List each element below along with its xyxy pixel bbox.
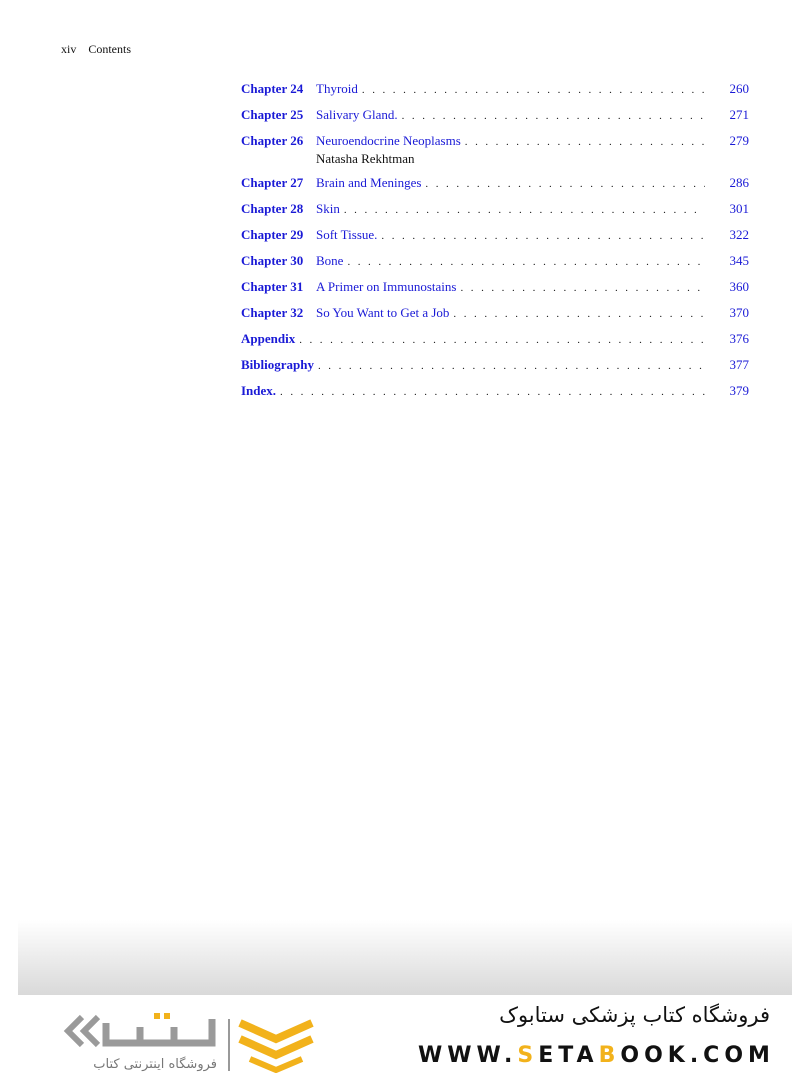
toc-entry-chapter-28[interactable]: [241, 200, 749, 219]
toc-entry-chapter-25[interactable]: [241, 106, 749, 125]
table-of-contents: [241, 80, 749, 401]
leader-dots: [465, 133, 705, 151]
leader-dots: [425, 175, 705, 193]
store-url[interactable]: [418, 1043, 775, 1068]
store-name: فروشگاه کتاب پزشکی ستابوک: [499, 1003, 770, 1027]
chapter-label: Chapter 30: [241, 253, 304, 268]
url-part: ETA: [538, 1043, 599, 1068]
leader-dots: [344, 201, 705, 219]
chapter-page: 360: [729, 279, 749, 294]
chapter-title: Thyroid: [316, 81, 358, 96]
chapter-label: Chapter 31: [241, 279, 304, 294]
chapter-title: Soft Tissue.: [316, 227, 378, 242]
leader-dots: [402, 107, 705, 125]
chapter-page: 286: [729, 175, 749, 190]
chapter-label: Chapter 29: [241, 227, 304, 242]
leader-dots: [453, 305, 705, 323]
leader-dots: [280, 383, 705, 401]
logo-divider: [228, 1019, 230, 1071]
chapter-page: 279: [729, 133, 749, 148]
toc-entry-chapter-24[interactable]: [241, 80, 749, 99]
running-head: [61, 42, 143, 57]
url-part: S: [517, 1043, 539, 1068]
setabook-wordmark-logo: [62, 1009, 222, 1053]
chapter-page: 271: [729, 107, 749, 122]
toc-entry-chapter-32[interactable]: [241, 304, 749, 323]
back-matter-page: 377: [729, 357, 749, 372]
chapter-title: Neuroendocrine Neoplasms: [316, 133, 461, 148]
footer-shadow: [18, 920, 792, 995]
toc-entry-appendix[interactable]: [241, 330, 749, 349]
book-chevron-icon: [236, 1017, 316, 1073]
chapter-label: Chapter 25: [241, 107, 304, 122]
chapter-title: So You Want to Get a Job: [316, 305, 450, 320]
leader-dots: [460, 279, 705, 297]
back-matter-label: Bibliography: [241, 357, 314, 372]
chapter-label: Chapter 27: [241, 175, 304, 190]
section-title: Contents: [88, 42, 132, 56]
back-matter-label: Appendix: [241, 331, 296, 346]
leader-dots: [299, 331, 705, 349]
chapter-page: 370: [729, 305, 749, 320]
toc-entry-bibliography[interactable]: [241, 356, 749, 375]
chapter-title: Skin: [316, 201, 340, 216]
toc-entry-chapter-31[interactable]: [241, 278, 749, 297]
page-number: xiv: [61, 42, 77, 56]
chapter-label: Chapter 32: [241, 305, 304, 320]
toc-entry-chapter-30[interactable]: [241, 252, 749, 271]
toc-entry-chapter-26[interactable]: [241, 132, 749, 151]
chapter-title: A Primer on Immunostains: [316, 279, 457, 294]
leader-dots: [318, 357, 705, 375]
chapter-label: Chapter 24: [241, 81, 304, 96]
leader-dots: [347, 253, 705, 271]
url-part: WWW.: [418, 1043, 518, 1068]
toc-back-matter: [241, 330, 749, 401]
chapter-page: 322: [729, 227, 749, 242]
chapter-page: 345: [729, 253, 749, 268]
toc-entry-chapter-29[interactable]: [241, 226, 749, 245]
leader-dots: [381, 227, 705, 245]
chapter-title: Brain and Meninges: [316, 175, 422, 190]
publisher-footer: [0, 995, 810, 1079]
chapter-title: Bone: [316, 253, 344, 268]
chapter-page: 301: [729, 201, 749, 216]
chapter-title: Salivary Gland.: [316, 107, 398, 122]
logo-subtitle: فروشگاه اینترنتی کتاب: [93, 1057, 217, 1072]
back-matter-page: 376: [729, 331, 749, 346]
chapter-author: Natasha Rekhtman: [316, 151, 415, 166]
leader-dots: [362, 81, 705, 99]
back-matter-label: Index.: [241, 383, 277, 398]
back-matter-page: 379: [729, 383, 749, 398]
toc-chapter-list: [241, 80, 749, 330]
url-part: OOK.COM: [620, 1043, 775, 1068]
url-part: B: [598, 1043, 621, 1068]
chapter-label: Chapter 28: [241, 201, 304, 216]
chapter-page: 260: [729, 81, 749, 96]
toc-entry-index[interactable]: [241, 382, 749, 401]
toc-entry-chapter-27[interactable]: [241, 174, 749, 193]
chapter-label: Chapter 26: [241, 133, 304, 148]
